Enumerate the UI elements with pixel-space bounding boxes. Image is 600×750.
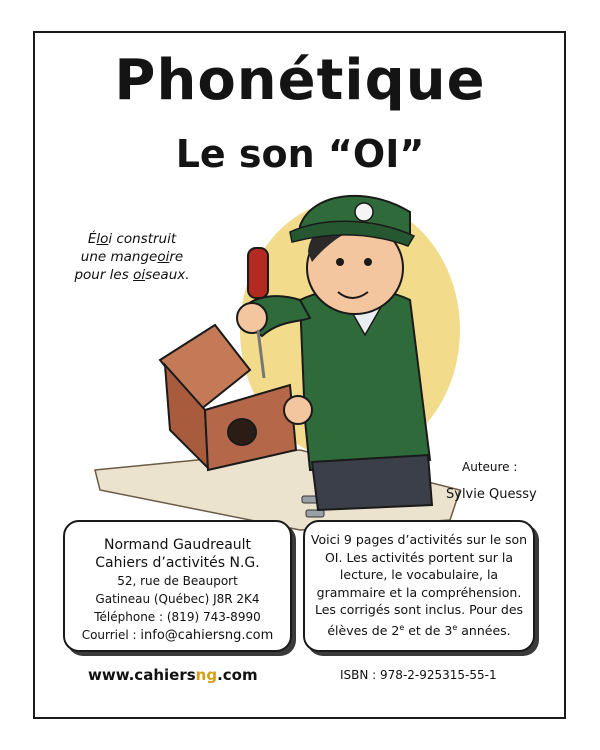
website-link[interactable] xyxy=(88,666,258,684)
ordinal-sup: e xyxy=(399,622,405,632)
caption-underlined: lo xyxy=(96,231,109,247)
email-label: Courriel : xyxy=(81,628,141,642)
website-accent: ng xyxy=(195,666,218,684)
email-address[interactable]: info@cahiersng.com xyxy=(140,628,274,643)
description-text: élèves de 2 xyxy=(327,622,400,638)
caption-text: É xyxy=(87,231,97,247)
description-line: grammaire et la compréhension. xyxy=(316,584,522,600)
boy-pants xyxy=(312,455,432,510)
cover-subtitle: Le son “OI” xyxy=(175,132,425,176)
caption-text: une mange xyxy=(80,249,158,265)
cap-badge-icon xyxy=(355,203,373,221)
description-text: années. xyxy=(457,622,511,638)
caption-underlined: oi xyxy=(157,249,170,265)
isbn: ISBN : 978-2-925315-55-1 xyxy=(340,668,497,682)
publisher-name: Normand Gaudreault xyxy=(103,537,252,553)
caption-text: i xyxy=(108,231,113,247)
screwdriver-handle-icon xyxy=(248,248,268,298)
caption-text: pour les xyxy=(74,267,134,283)
description-line: lecture, le vocabulaire, la xyxy=(339,567,499,582)
caption-underlined: oi xyxy=(133,267,146,283)
publisher-phone: Téléphone : (819) 743-8990 xyxy=(94,610,261,624)
description-box xyxy=(303,520,535,652)
boy-hand xyxy=(284,396,312,424)
description-line: Voici 9 pages d’activités sur le son xyxy=(310,532,528,547)
boy-eye xyxy=(336,258,344,266)
publisher-company: Cahiers d’activités N.G. xyxy=(95,555,260,571)
caption-text: construit xyxy=(112,231,177,247)
description-line: OI. Les activités portent sur la xyxy=(324,549,514,565)
website-text: .com xyxy=(217,666,258,684)
author-name: Sylvie Quessy xyxy=(446,487,537,502)
description-line xyxy=(305,619,533,640)
publisher-address-1: 52, rue de Beauport xyxy=(117,574,238,588)
ordinal-sup: e xyxy=(452,622,458,632)
cover-title: Phonétique xyxy=(114,48,486,113)
boy-eye xyxy=(364,258,372,266)
website-text: www.cahiers xyxy=(88,666,196,684)
caption-text: re xyxy=(169,249,184,265)
boy-hand xyxy=(237,303,267,333)
caption-text: seaux. xyxy=(145,267,190,283)
author-label: Auteure : xyxy=(462,460,518,474)
publisher-address-2: Gatineau (Québec) J8R 2K4 xyxy=(95,592,260,606)
description-line: Les corrigés sont inclus. Pour des xyxy=(314,602,524,617)
birdhouse-hole-icon xyxy=(228,419,256,445)
publisher-email-line xyxy=(65,626,290,645)
publisher-info-box xyxy=(63,520,292,652)
description-text: et de 3 xyxy=(404,622,453,638)
